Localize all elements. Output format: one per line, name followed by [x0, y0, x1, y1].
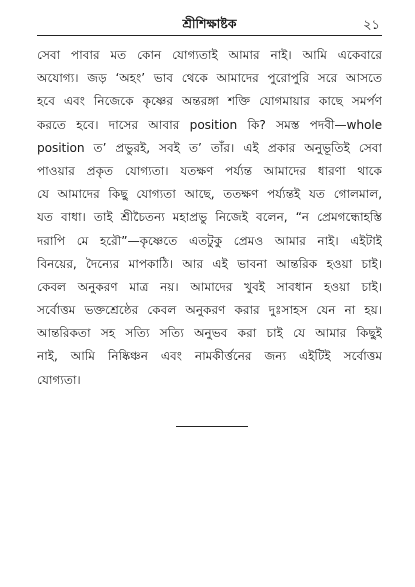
text-line: সেবা পাবার মত কোন যোগ্যতাই আমার নাই। আমি একেবারে	[37, 48, 382, 62]
text-line: কেবল অনুকরণ মাত্র নয়। আমাদের খুবই সাবধান হওয়া চাই।	[37, 279, 382, 294]
text-line: position ত’ প্রভুরই, সবই ত’ তাঁর। এই প্রকার অনুভূতিই সেবা	[37, 140, 382, 155]
text-line: নাই, আমি নিষ্কিঞ্চন এবং নামকীর্ত্তনের জন্য এইটিই সর্বোত্তম	[37, 349, 382, 364]
section-separator	[176, 426, 248, 427]
text-line: দরাপি মে হরৌ”—কৃষ্ণেতে এতটুকু প্রেমও আমার নাই। এইটাই	[37, 233, 382, 248]
text-line: পাওয়ার প্রকৃত যোগ্যতা। যতক্ষণ পর্য্যন্ত আমাদের ধারণা থাকে	[37, 163, 382, 178]
page-number: ২১	[363, 18, 380, 33]
text-line: সর্বোত্তম ভক্তশ্রেষ্ঠের কেবল অনুকরণ করার দুঃসাহস যেন না হয়।	[37, 303, 382, 318]
text-line: যত বাধা। তাই শ্রীচৈতন্য মহাপ্রভু নিজেই বলেন, “ন প্রেমগন্ধোহস্তি	[37, 210, 382, 225]
text-line: বিনয়ের, দৈন্যের মাপকাঠি। আর এই ভাবনা আন্তরিক হওয়া চাই।	[37, 256, 382, 271]
running-header	[37, 14, 382, 36]
text-line: যোগ্যতা।	[37, 372, 81, 387]
header-rule	[37, 35, 382, 36]
text-line: আন্তরিকতা সহ সত্যি সত্যি অনুভব করা চাই যে আমার কিছুই	[37, 326, 382, 341]
body-paragraph	[37, 44, 382, 392]
text-line: অযোগ্য। জড় ‘অহং’ ভাব থেকে আমাদের পুরোপুরি সরে আসতে	[37, 71, 382, 86]
text-line: হবে এবং নিজেকে কৃষ্ণের অন্তরঙ্গা শক্তি যোগমায়ার কাছে সমর্পণ	[37, 94, 382, 109]
text-line: করতে হবে। দাসের আবার position কি? সমস্ত পদবী—whole	[37, 117, 382, 132]
text-line: যে আমাদের কিছু যোগ্যতা আছে, ততক্ষণ পর্য্যন্তই যত গোলমাল,	[37, 187, 382, 202]
running-title: শ্রীশিক্ষাষ্টক	[182, 16, 237, 31]
